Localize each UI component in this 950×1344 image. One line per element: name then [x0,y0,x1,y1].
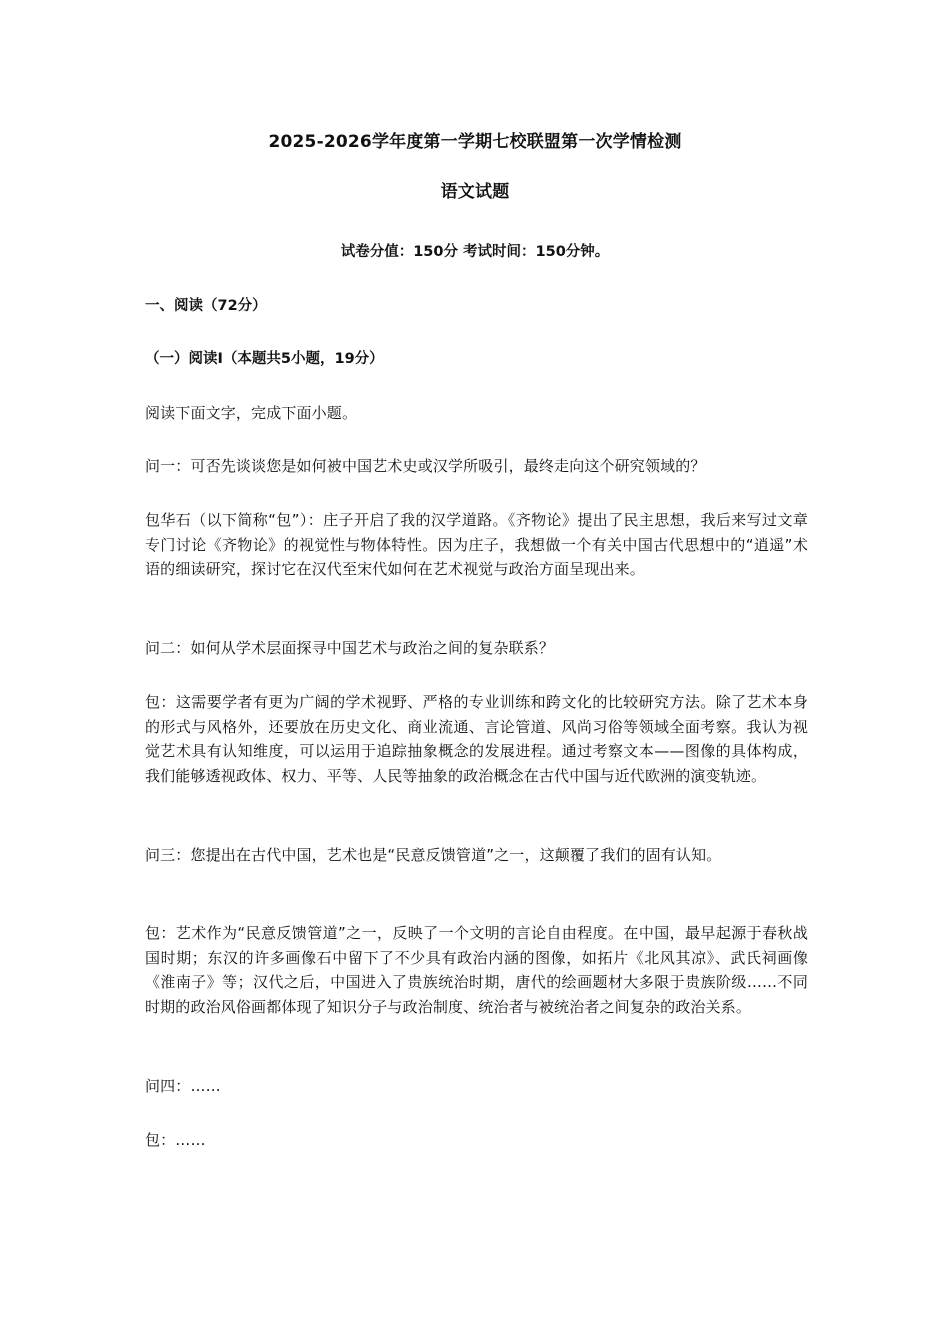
interview-question-4: 问四：…… [145,1077,221,1095]
interview-question-3: 问三：您提出在古代中国，艺术也是“民意反馈管道”之一，这颠覆了我们的固有认知。 [145,846,722,864]
exam-subject-title: 语文试题 [440,182,510,202]
section-heading-reading: 一、阅读（72分） [145,298,267,314]
interview-answer-2: 包：这需要学者有更为广阔的学术视野、严格的专业训练和跨文化的比较研究方法。除了艺术本身的形式与风格外，还要放在历史文化、商业流通、言论管道、风尚习俗等领域全面考察。我认为视觉艺术具有认知维度，可以运用于追踪抽象概念的发展进程。通过考察文本——图像的具体构成，我们能够透视政体、权力、平等、人民等抽象的政治概念在古代中国与近代欧洲的演变轨迹。 [145,693,808,785]
interview-question-2: 问二：如何从学术层面探寻中国艺术与政治之间的复杂联系？ [145,639,555,657]
interview-answer-3: 包：艺术作为“民意反馈管道”之一，反映了一个文明的言论自由程度。在中国，最早起源于春秋战国时期；东汉的许多画像石中留下了不少具有政治内涵的图像，如拓片《北风其凉》、武氏祠画像《淮南子》等；汉代之后，中国进入了贵族统治时期，唐代的绘画题材大多限于贵族阶级……不同时期的政治风俗画都体现了知识分子与政治制度、统治者与被统治者之间复杂的政治关系。 [145,924,808,1016]
reading-instruction: 阅读下面文字，完成下面小题。 [145,404,358,422]
exam-info: 试卷分值：150分 考试时间：150分钟。 [340,244,610,260]
interview-question-1: 问一：可否先谈谈您是如何被中国艺术史或汉学所吸引，最终走向这个研究领域的？ [145,457,706,475]
exam-title: 2025-2026学年度第一学期七校联盟第一次学情检测 [268,132,682,152]
interview-answer-4: 包：…… [145,1131,206,1149]
subsection-heading-reading-1: （一）阅读Ⅰ（本题共5小题，19分） [145,351,384,367]
interview-answer-1: 包华石（以下简称“包”）：庄子开启了我的汉学道路。《齐物论》提出了民主思想，我后来写过文章专门讨论《齐物论》的视觉性与物体特性。因为庄子，我想做一个有关中国古代思想中的“逍遥”术语的细读研究，探讨它在汉代至宋代如何在艺术视觉与政治方面呈现出来。 [145,511,808,578]
